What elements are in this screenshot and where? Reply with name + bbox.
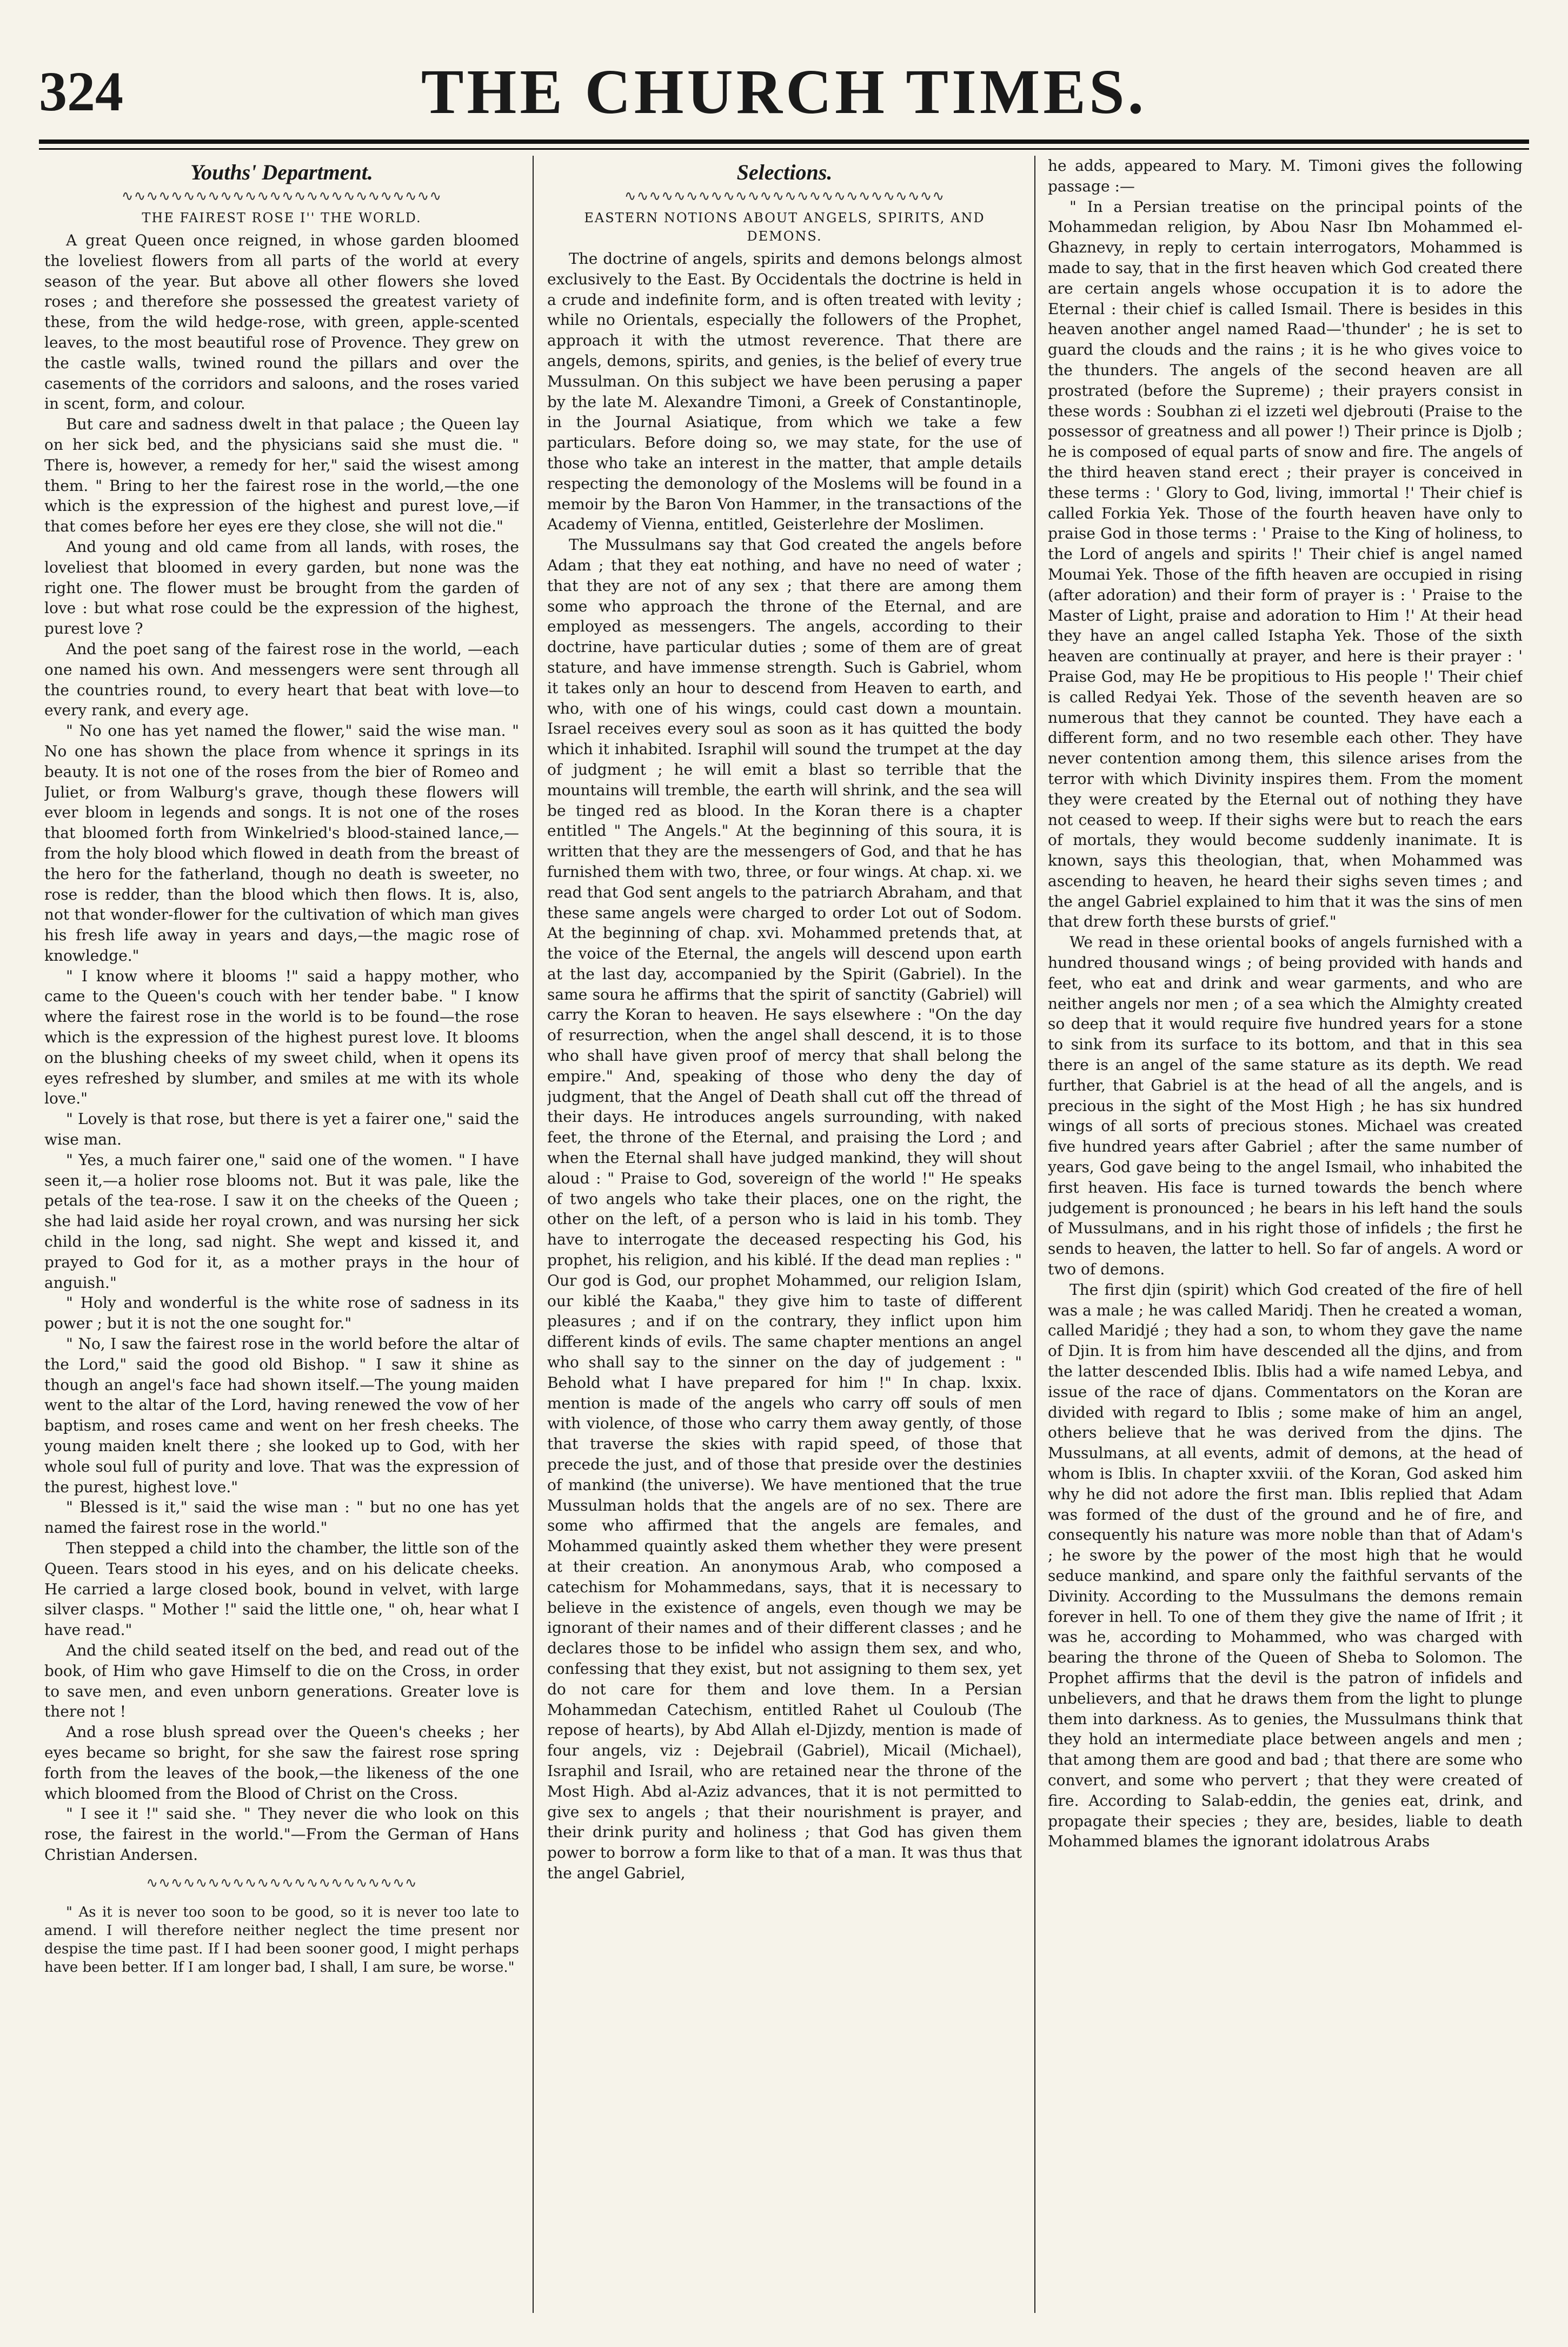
paragraph: But care and sadness dwelt in that palace ; the Queen lay on her sick bed, and the physicians said she must die. " There is, however, a remedy for her," said the wisest among them. " Bring to her the fairest rose in the world,—the one which is the expression of the highest and purest love,—if that comes before her eyes ere they close, she will not die." — [44, 415, 519, 536]
page-number: 324 — [39, 61, 123, 123]
article-title: THE FAIREST ROSE I'' THE WORLD. — [142, 210, 422, 225]
column-selections — [547, 156, 1022, 2318]
paragraph: A great Queen once reigned, in whose garden bloomed the loveliest flowers from all parts of the world at every season of the year. But above all other flowers she loved roses ; and therefore she possessed the greatest variety of these, from the wild hedge-rose, with green, apple-scented leaves, to the most beautiful rose of Provence. They grew on the castle walls, twined round the pillars and over the casements of the corridors and saloons, and the roses varied in scent, form, and colour. — [44, 231, 519, 413]
section-heading: Youths' Department. — [190, 160, 373, 184]
paragraph: " I know where it blooms !" said a happy mother, who came to the Queen's couch with her tender babe. " I know where the fairest rose in the world is to be found—the rose which is the expression of the highest purest love. It blooms on the blushing cheeks of my sweet child, when it opens its eyes refreshed by slumber, and smiles at me with its whole love." — [44, 967, 519, 1108]
paragraph: " I see it !" said she. " They never die who look on this rose, the fairest in the world."—From the German of Hans Christian Andersen. — [44, 1805, 519, 1864]
paragraph: " In a Persian treatise on the principal points of the Mohammedan religion, by Abou Nasr Ibn Mohammed el-Ghaznevy, in reply to certain interrogators, Mohammed is made to say, that in the first heaven which God created there are certain angels whose occupation it is to adore the Eternal : their chief is called Ismail. There is besides in this heaven another angel named Raad—'thunder' ; he is set to guard the clouds and the rains ; it is he who gives voice to the thunders. The angels of the second heaven are all prostrated (before the Supreme) ; their prayers consist in these words : Soubhan zi el izzeti wel djebrouti (Praise to the possessor of greatness and all power !) Their prince is Djolb ; he is composed of equal parts of snow and fire. The angels of the third heaven stand erect ; their prayer is conceived in these terms : ' Glory to God, living, immortal !' Their chief is called Forkia Yek. Those of the fourth heaven have only to praise God in those terms : ' Praise to the King of holiness, to the Lord of angels and spirits !' Their chief is angel named Moumai Yek. Those of the fifth heaven are occupied in rising (after adoration) and their form of prayer is : ' Praise to the Master of Light, praise and adoration to Him !' At their head they have an angel called Istapha Yek. Those of the sixth heaven are continually at prayer, and here is their prayer : ' Praise God, may He be propitious to His people !' Their chief is called Redyai Yek. Those of the seventh heaven are so numerous that they cannot be counted. They have each a different form, and no two resemble each other. They have never contention among them, this silence arises from the terror with which Divinity inspires them. From the moment they were created by the Eternal out of nothing they have not ceased to weep. If their sighs were but to reach the ears of mortals, they would become suddenly inanimate. It is known, says this theologian, that, when Mohammed was ascending to heaven, he heard their sighs seven times ; and the angel Gabriel explained to him that it was the sins of men that drew forth these bursts of grief." — [1048, 197, 1523, 931]
masthead-rule-thin — [39, 148, 1529, 150]
paragraph: " Yes, a much fairer one," said one of the women. " I have seen it,—a holier rose blooms not. But it was pale, like the petals of the tea-rose. I saw it on the cheeks of the Queen ; she had laid aside her royal crown, and was nursing her sick child in the long, sad night. She wept and kissed it, and prayed to God for it, as a mother prays in the hour of anguish." — [44, 1151, 519, 1292]
column-continuation — [1048, 156, 1523, 2318]
paragraph: And a rose blush spread over the Queen's cheeks ; her eyes became so bright, for she saw the fairest rose spring forth from the leaves of the book,—the likeness of the one which bloomed from the Blood of Christ on the Cross. — [44, 1723, 519, 1803]
paragraph: " Blessed is it," said the wise man : " but no one has yet named the fairest rose in the world." — [44, 1498, 519, 1537]
paragraph: he adds, appeared to Mary. M. Timoni gives the following passage :— — [1048, 157, 1523, 195]
paragraph: We read in these oriental books of angels furnished with a hundred thousand wings ; of being provided with hands and feet, who eat and drink and wear garments, and who are neither angels nor men ; of a sea which the Almighty created so deep that it would require five hundred years for a stone to sink from its surface to its bottom, and that in this sea there is an angel of the same stature as its depth. We read further, that Gabriel is at the head of all the angels, and is precious in the sight of the Most High ; he has six hundred wings of all sorts of precious stones. Michael was created five hundred years after Gabriel ; after the same number of years, God gave being to the angel Ismail, who inhabited the first heaven. His face is turned towards the bench where judgement is pronounced ; he bears in his left hand the souls of Mussulmans, and in his right those of infidels ; the first he sends to heaven, the latter to hell. So far of angels. A word or two of demons. — [1048, 933, 1523, 1279]
paragraph: And the poet sang of the fairest rose in the world, —each one named his own. And messengers were sent through all the countries round, to every heart that beat with love—to every rank, and every age. — [44, 640, 519, 720]
paragraph: " Holy and wonderful is the white rose of sadness in its power ; but it is not the one sought for." — [44, 1294, 519, 1333]
paragraph: " Lovely is that rose, but there is yet a fairer one," said the wise man. — [44, 1110, 519, 1149]
paragraph: And the child seated itself on the bed, and read out of the book, of Him who gave Himself to die on the Cross, in order to save men, and even unborn generations. Greater love is there not ! — [44, 1641, 519, 1721]
ornamental-rule: ∿∿∿∿∿∿∿∿∿∿∿∿∿∿∿∿∿∿∿∿∿∿∿∿∿∿ — [624, 188, 945, 204]
newspaper-title: THE CHURCH TIMES. — [421, 56, 1147, 127]
paragraph: " No one has yet named the flower," said the wise man. " No one has shown the place from whence it springs in its beauty. It is not one of the roses from the bier of Romeo and Juliet, or from Walburg's grave, though these flowers will ever bloom in legends and songs. It is not one of the roses that bloomed forth from Winkelried's blood-stained lance,—from the holy blood which flowed in death from the breast of the hero for the fatherland, though no death is sweeter, no rose is redder, than the blood which then flows. It is, also, not that wonder-flower for the cultivation of which man gives his fresh life away in years and days,—the magic rose of knowledge." — [44, 722, 519, 965]
section-heading: Selections. — [736, 160, 833, 184]
paragraph: And young and old came from all lands, with roses, the loveliest that bloomed in every garden, but none was the right one. The flower must be brought from the garden of love : but what rose could be the expression of the highest, purest love ? — [44, 537, 519, 638]
column-divider — [533, 156, 534, 2313]
masthead — [39, 54, 1529, 135]
paragraph: The Mussulmans say that God created the angels before Adam ; that they eat nothing, and have no need of water ; that they are not of any sex ; that there are among them some who approach the throne of the Eternal, and are employed as messengers. The angels, according to their doctrine, have particular duties ; some of them are of great stature, and have immense strength. Such is Gabriel, whom it takes only an hour to descend from Heaven to earth, and who, with one of his wings, could cast down a mountain. Israel receives every soul as soon as it has quitted the body which it inhabited. Israphil will sound the trumpet at the day of judgment ; he will emit a blast so terrible that the mountains will tremble, the earth will shrink, and the sea will be tinged red as blood. In the Koran there is a chapter entitled " The Angels." At the beginning of this soura, it is written that they are the messengers of God, and that he has furnished them with two, three, or four wings. At chap. xi. we read that God sent angels to the patriarch Abraham, and that these same angels were charged to order Lot out of Sodom. At the beginning of chap. xvi. Mohammed pretends that, at the voice of the Eternal, the angels will descend upon earth at the last day, accompanied by the Spirit (Gabriel). In the same soura he affirms that the spirit of sanctity (Gabriel) will carry the Koran to heaven. He says elsewhere : "On the day of resurrection, when the angel shall descend, it is to those who shall have given proof of mercy that shall belong the empire." And, speaking of those who deny the day of judgment, that the Angel of Death shall cut off the thread of their days. He introduces angels surrounding, with naked feet, the throne of the Eternal, and praising the Lord ; and when the Eternal shall have judged mankind, they will shout aloud : " Praise to God, sovereign of the world !" He speaks of two angels who take their places, one on the right, the other on the left, of a person who is laid in his tomb. They have to interrogate the deceased respecting his God, his prophet, his religion, and his kiblé. If the dead man replies : " Our god is God, our prophet Mohammed, our religion Islam, our kiblé the Kaaba," they give him to taste of different pleasures ; and if on the contrary, they inflict upon him different kinds of evils. The same chapter mentions an angel who shall say to the sinner on the day of judgement : " Behold what I have prepared for him !" In chap. lxxix. mention is made of the angels who carry off souls of men with violence, of those who carry them away gently, of those that traverse the skies with rapid speed, of those that precede the just, and of those that preside over the destinies of mankind (the universe). We have mentioned that the true Mussulman holds that the angels are of no sex. There are some who affirmed that the angels are females, and Mohammed quaintly asked them whether they were present at their creation. An anonymous Arab, who composed a catechism for Mohammedans, says, that it is necessary to believe in the existence of angels, even though we may be ignorant of their names and of their different classes ; and he declares those to be infidel who assign them sex, and who, confessing that they exist, but not assigning to them sex, yet do not care for them and love them. In a Persian Mohammedan Catechism, entitled Rahet ul Couloub (The repose of hearts), by Abd Allah el-Djizdy, mention is made of four angels, viz : Dejebrail (Gabriel), Micail (Michael), Israphil and Israil, who are retained near the throne of the Most High. Abd al-Aziz advances, that it is not permitted to give sex to angels ; that their nourishment is prayer, and their drink purity and holiness ; that God has given them power to borrow a form like to that of a man. It was thus that the angel Gabriel, — [547, 536, 1022, 1882]
paragraph: The doctrine of angels, spirits and demons belongs almost exclusively to the East. By Occidentals the doctrine is held in a crude and indefinite form, and is often treated with levity ; while no Orientals, especially the followers of the Prophet, approach it with the utmost reverence. That there are angels, demons, spirits, and genies, is the belief of every true Mussulman. On this subject we have been perusing a paper by the late M. Alexandre Timoni, a Greek of Constantinople, in the Journal Asiatique, from which we take a few particulars. Before doing so, we may state, for the use of those who take an interest in the matter, that ample details respecting the demonology of the Moslems will be found in a memoir by the Baron Von Hammer, in the transactions of the Academy of Vienna, entitled, Geisterlehre der Moslimen. — [547, 250, 1022, 534]
paragraph: " No, I saw the fairest rose in the world before the altar of the Lord," said the good old Bishop. " I saw it shine as though an angel's face had shown itself.—The young maiden went to the altar of the Lord, having renewed the vow of her baptism, and roses came and went on her fresh cheeks. The young maiden knelt there ; she looked up to God, with her whole soul full of purity and love. That was the expression of the purest, highest love." — [44, 1335, 519, 1496]
paragraph: The first djin (spirit) which God created of the fire of hell was a male ; he was called Maridj. Then he created a woman, called Maridjé ; they had a son, to whom they gave the name of Djin. It is from him have descended all the djins, and from the latter descended Iblis. Iblis had a wife named Lebya, and issue of the race of djans. Commentators on the Koran are divided with regard to Iblis ; some make of him an angel, others believe that he was derived from the djins. The Mussulmans, at all events, admit of demons, at the head of whom is Iblis. In chapter xxviii. of the Koran, God asked him why he did not adore the first man. Iblis replied that Adam was formed of the dust of the ground and he of fire, and consequently his nature was more noble than that of Adam's ; he swore by the power of the most high that he would seduce mankind, and spare only the faithful servants of the Divinity. According to the Mussulmans the demons remain forever in hell. To one of them they give the name of Ifrit ; it was he, according to Mohammed, who was charged with bearing the throne of the Queen of Sheba to Solomon. The Prophet affirms that the devil is the patron of infidels and unbelievers, and that he draws them from the light to plunge them into darkness. As to genies, the Mussulmans think that they hold an intermediate place between angels and men ; that among them are good and bad ; that there are some who convert, and some who pervert ; that they were created of fire. According to Salab-eddin, the genies eat, drink, and propagate their species ; they are, besides, liable to death Mohammed blames the ignorant idolatrous Arabs — [1048, 1280, 1523, 1851]
closing-note: " As it is never too soon to be good, so it is never too late to amend. I will therefore neither neglect the time present nor despise the time past. If I had been sooner good, I might perhaps have been better. If I am longer bad, I shall, I am sure, be worse." — [44, 1904, 519, 1976]
ornamental-rule: ∿∿∿∿∿∿∿∿∿∿∿∿∿∿∿∿∿∿∿∿∿∿ — [146, 1874, 417, 1891]
masthead-rule-thick — [39, 139, 1529, 144]
paragraph: Then stepped a child into the chamber, the little son of the Queen. Tears stood in his eyes, and on his delicate cheeks. He carried a large closed book, bound in velvet, with large silver clasps. " Mother !" said the little one, " oh, hear what I have read." — [44, 1539, 519, 1639]
column-divider — [1034, 156, 1035, 2313]
ornamental-rule: ∿∿∿∿∿∿∿∿∿∿∿∿∿∿∿∿∿∿∿∿∿∿∿∿∿∿ — [121, 188, 442, 204]
column-youths-department — [44, 156, 519, 2318]
article-title: EASTERN NOTIONS ABOUT ANGELS, SPIRITS, AND DEMONS. — [584, 210, 985, 244]
